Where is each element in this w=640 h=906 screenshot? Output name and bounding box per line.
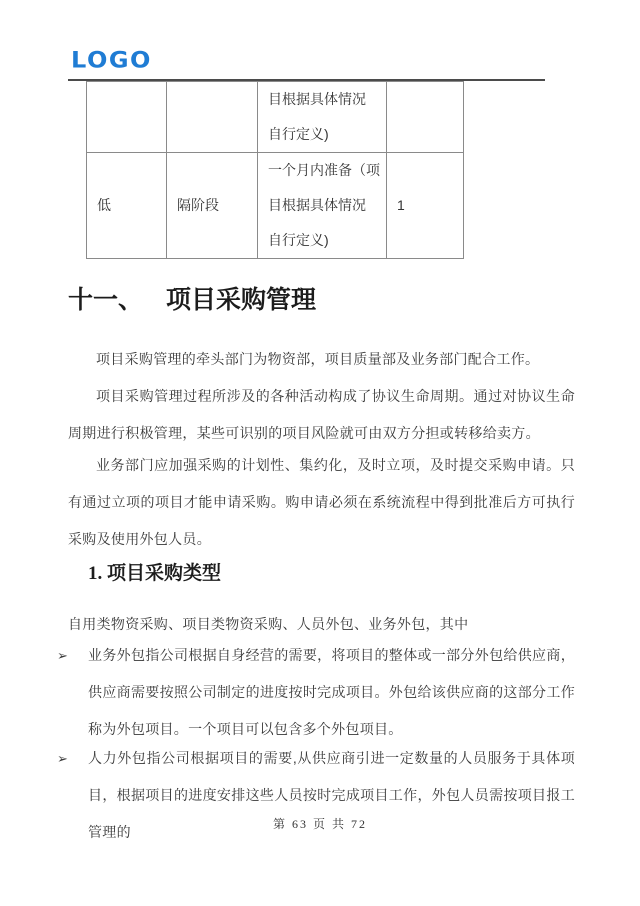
section-heading	[68, 284, 316, 317]
table-row	[87, 153, 464, 259]
bullet-text: 业务外包指公司根据自身经营的需要，将项目的整体或一部分外包给供应商，供应商需要按照公司制定的进度按时完成项目。外包给该供应商的这部分工作称为外包项目。一个项目可以包含多个外包项目。	[88, 647, 575, 737]
arrow-bullet-icon: ➢	[57, 648, 68, 663]
table-cell-stage	[167, 82, 258, 153]
risk-level-table	[86, 81, 464, 259]
cell-text-line: 一个月内准备（项	[268, 162, 380, 178]
arrow-bullet-icon: ➢	[57, 751, 68, 766]
bullet-text: 人力外包指公司根据项目的需要,从供应商引进一定数量的人员服务于具体项目，根据项目的进度安排这些人员按时完成项目工作，外包人员需按项目报工管理的	[88, 750, 575, 840]
cell-text-line: 目根据具体情况	[268, 197, 366, 213]
table-cell-preparation	[258, 153, 387, 259]
table-cell-count: 1	[387, 153, 464, 259]
subsection-heading-procurement-types: 1. 项目采购类型	[88, 563, 222, 584]
cell-text-line: 自行定义)	[268, 232, 329, 248]
table-cell-preparation	[258, 82, 387, 153]
cell-text-line: 自行定义)	[268, 126, 329, 142]
table-cell-count	[387, 82, 464, 153]
cell-text-line: 目根据具体情况	[268, 91, 366, 107]
company-logo: LOGO	[71, 47, 152, 73]
section-title: 项目采购管理	[166, 287, 317, 314]
table-cell-level: 低	[87, 153, 167, 259]
paragraph-procurement-planning: 业务部门应加强采购的计划性、集约化，及时立项，及时提交采购申请。只有通过立项的项目才能申请采购。购申请必须在系统流程中得到批准后方可执行采购及使用外包人员。	[68, 457, 575, 547]
bullet-item-manpower-outsourcing	[57, 740, 575, 851]
table-cell-level	[87, 82, 167, 153]
bullet-item-business-outsourcing	[57, 637, 575, 748]
page-number-footer: 第 63 页 共 72	[272, 817, 367, 831]
paragraph-procurement-categories: 自用类物资采购、项目类物资采购、人员外包、业务外包，其中	[68, 616, 469, 632]
table-row	[87, 82, 464, 153]
table-cell-stage: 隔阶段	[167, 153, 258, 259]
section-number: 十一、	[68, 287, 144, 314]
paragraph-lead-department: 项目采购管理的牵头部门为物资部，项目质量部及业务部门配合工作。	[96, 351, 540, 367]
paragraph-agreement-lifecycle: 项目采购管理过程所涉及的各种活动构成了协议生命周期。通过对协议生命周期进行积极管理，某些可识别的项目风险就可由双方分担或转移给卖方。	[68, 388, 575, 441]
